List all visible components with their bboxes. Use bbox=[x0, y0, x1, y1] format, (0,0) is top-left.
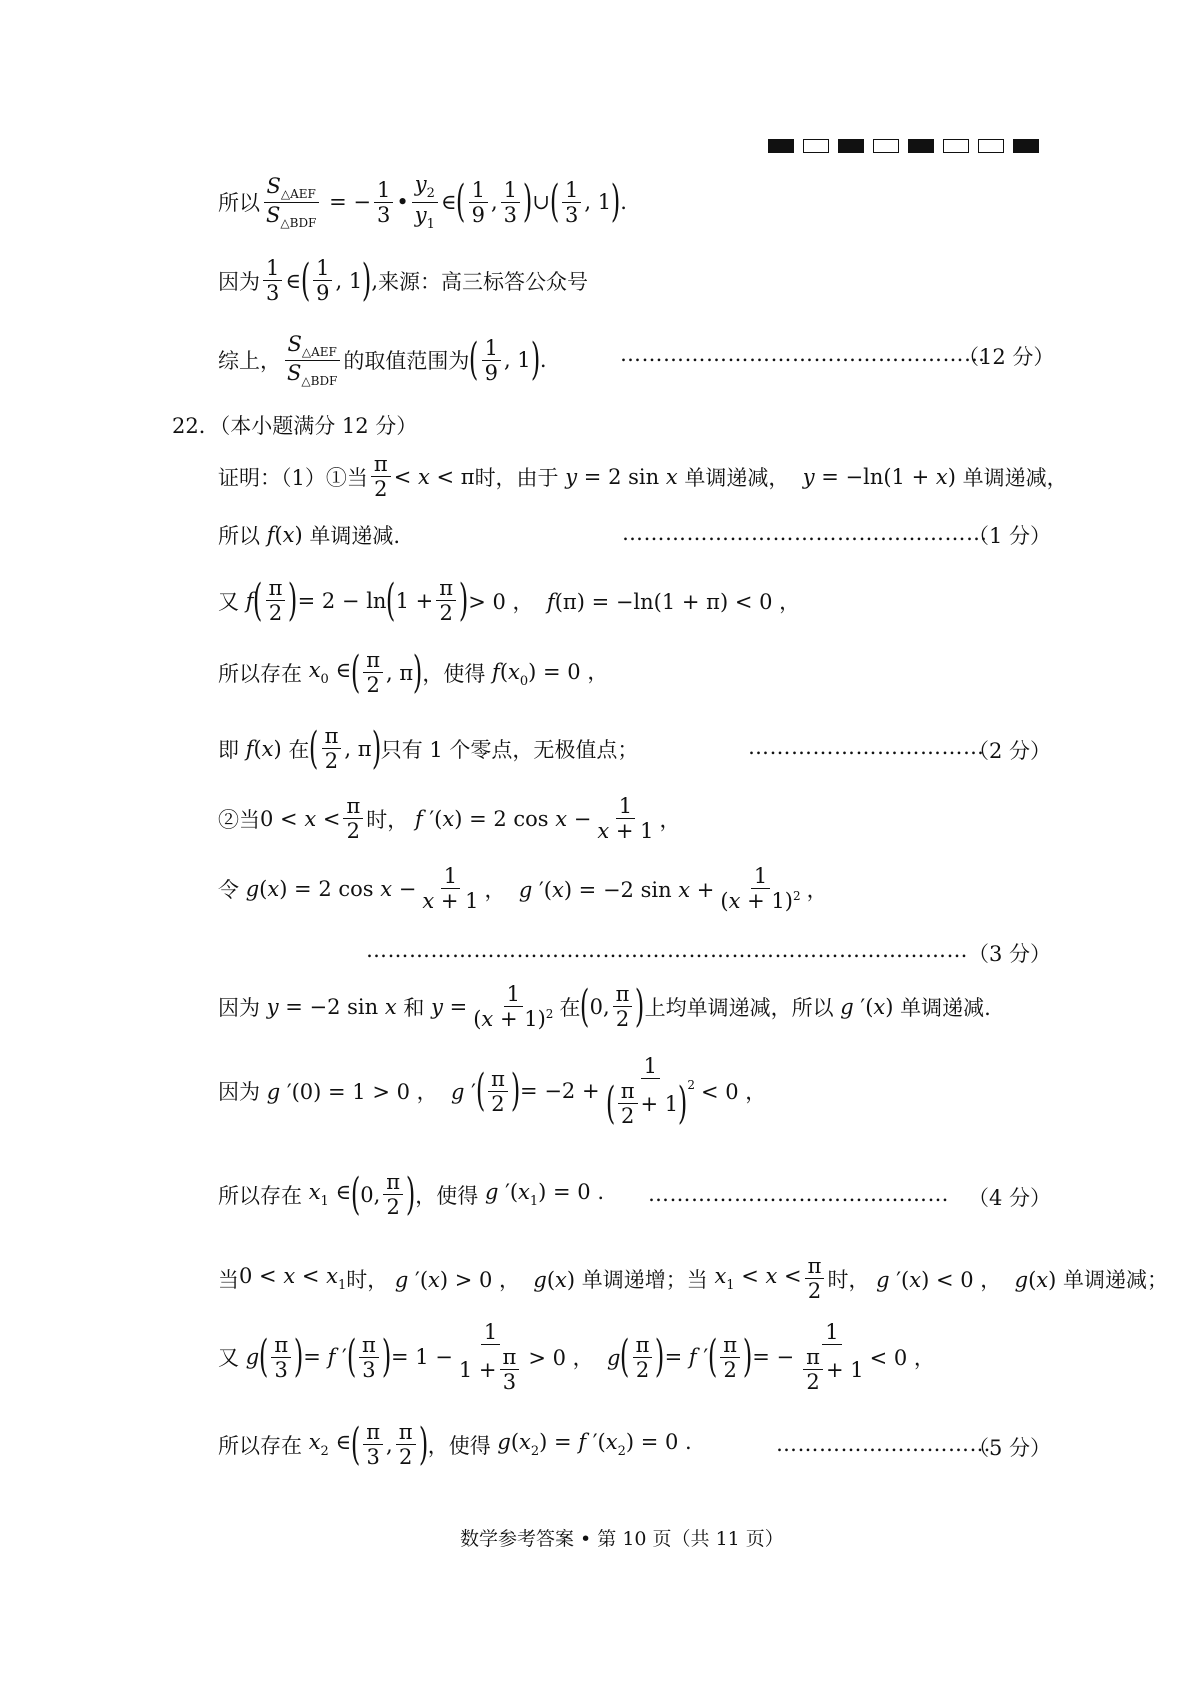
mark-3 bbox=[838, 139, 864, 153]
line-proof-12: 又 g ( $\frac{\pi}{3}$ ) = f ′ ( $\frac{\pi}{3}$ ) = 1 − 1 1 + $\frac{\pi}{3}$ > 0 ， g ( $\frac{\pi}{2}$ ) = f ′ ( $\frac{\pi}{2}$ ) = − 1 $\frac{\pi}{2}$ + 1 < 0 ， bbox=[218, 1320, 935, 1395]
dots-5: …………………………………… bbox=[648, 1182, 949, 1206]
score-2: （2 分） bbox=[968, 739, 1052, 763]
dots-6: ………………………… bbox=[776, 1432, 991, 1456]
question-22-title: 22．（本小题满分 12 分） bbox=[172, 414, 418, 438]
mark-2 bbox=[803, 139, 829, 153]
page-footer: 数学参考答案 • 第 10 页（共 11 页） bbox=[460, 1528, 784, 1550]
mark-5 bbox=[908, 139, 934, 153]
score-5: （5 分） bbox=[968, 1436, 1052, 1460]
mark-1 bbox=[768, 139, 794, 153]
source-text: 来源：高三标答公众号 bbox=[378, 269, 589, 294]
line-proof-10: 所以存在 $x_1$ ∈ ( 0, $\frac{\pi}{2}$ ) ，使得 g $'(x_1) = 0$ . bbox=[218, 1168, 605, 1220]
score-1: （1 分） bbox=[968, 524, 1052, 548]
line-proof-2: 所以 f(x) 单调递减. bbox=[218, 523, 401, 548]
mark-8 bbox=[1013, 139, 1039, 153]
dots-3: …………………………… bbox=[748, 735, 985, 759]
mark-7 bbox=[978, 139, 1004, 153]
line-proof-11: 当 $0 < x < x_1$ 时， g ′(x) > 0 ， g(x) 单调递增；当 $x_1 < x$ < $\frac{\pi}{2}$ 时， g ′(x) < 0 ， g(x) 单调递减； bbox=[218, 1254, 1168, 1304]
header-marks bbox=[768, 134, 1048, 158]
line-ratio-result: 所以 $\frac{S_{\triangle AEF}}{S_{\triangle BDF}}$ = − $\frac{1}{3}$ • $\frac{y_2}{y_1}$ ∈ ( $\frac{1}{9}$ , $\frac{1}{3}$ ) ∪ ( $\frac{1}{3}$ , 1 ) . bbox=[218, 172, 627, 232]
line-proof-7: 令 g(x) = 2 cos x − $\frac{1}{x + 1}$ ， g ′(x) = −2 sin x + $\frac{1}{(x + 1)^2}$ ， bbox=[218, 864, 828, 914]
mark-6 bbox=[943, 139, 969, 153]
line-proof-13: 所以存在 $x_2$ ∈ ( $\frac{\pi}{3}$ , $\frac{\pi}{2}$ ) ，使得 $g(x_2) = f$ $'(x_2) = 0$ . bbox=[218, 1418, 692, 1470]
line-proof-6: ②当 0 < x < $\frac{\pi}{2}$ 时， f ′(x) = 2 cos x − $\frac{1}{x + 1}$ ， bbox=[218, 794, 681, 844]
dots-1: …………………………………………… bbox=[620, 342, 986, 366]
line-proof-9: 因为 g ′(0) = 1 > 0 ， g ′ ( $\frac{\pi}{2}$ ) = −2 + 1 ( $\frac{\pi}{2}$ + 1 ) $^2$ < 0 ， bbox=[218, 1054, 767, 1129]
dots-2: …………………………………………… bbox=[622, 521, 988, 545]
line-conclusion: 综上， $\frac{S_{\triangle AEF}}{S_{\triangle BDF}}$ 的取值范围为 ( $\frac{1}{9}$ , 1 ) . bbox=[218, 332, 547, 388]
score-3: （3 分） bbox=[968, 942, 1052, 966]
dots-4: ………………………………………………………………………… bbox=[366, 938, 968, 962]
line-proof-3: 又 f ( $\frac{\pi}{2}$ ) = 2 − ln ( 1 + $\frac{\pi}{2}$ ) > 0 ， f(π) = −ln(1 + π) < 0 ， bbox=[218, 574, 801, 626]
line-proof-1: 证明：（1）①当 $\frac{\pi}{2}$ < x < π 时，由于 y = 2 sin x 单调递减， y = −ln(1 + x) 单调递减， bbox=[218, 452, 1068, 502]
line-source: 因为 $\frac{1}{3}$ ∈ ( $\frac{1}{9}$ , 1 ) , 来源：高三标答公众号 bbox=[218, 254, 589, 306]
line-proof-5: 即 f(x) 在 ( $\frac{\pi}{2}$ , π ) 只有 1 个零点，无极值点； bbox=[218, 722, 639, 774]
score-4: （4 分） bbox=[968, 1186, 1052, 1210]
line-proof-8: 因为 y = −2 sin x 和 y = $\frac{1}{(x + 1)^2}$ 在 ( 0, $\frac{\pi}{2}$ ) 上均单调递减，所以 g ′(x) 单调递减. bbox=[218, 980, 991, 1032]
score-12: （12 分） bbox=[958, 345, 1055, 369]
mark-4 bbox=[873, 139, 899, 153]
line-proof-4: 所以存在 $x_0$ ∈ ( $\frac{\pi}{2}$ , π ) ，使得 $f(x_0) = 0$ ， bbox=[218, 646, 609, 698]
